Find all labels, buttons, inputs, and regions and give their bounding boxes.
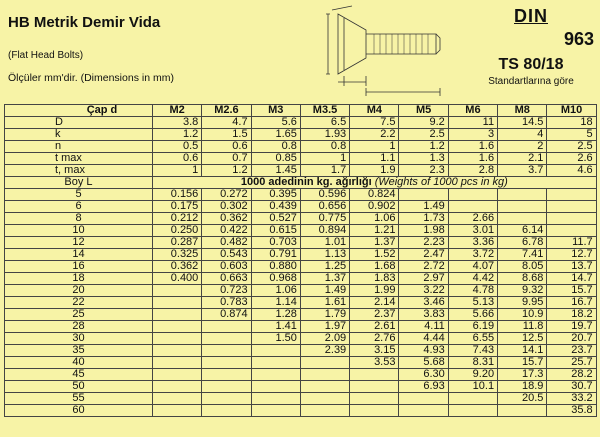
weight-value: 0.156 bbox=[153, 189, 202, 201]
weight-value: 2.97 bbox=[399, 273, 448, 285]
weight-row bbox=[5, 369, 597, 381]
weight-value: 1.73 bbox=[399, 213, 448, 225]
weight-value: 0.880 bbox=[251, 261, 300, 273]
dimension-row bbox=[5, 117, 597, 129]
weights-title-tr: 1000 adedinin kg. ağırlığı bbox=[240, 176, 372, 188]
dimension-value: 1.45 bbox=[251, 165, 300, 177]
weight-value: 8.05 bbox=[498, 261, 547, 273]
weight-value bbox=[448, 393, 497, 405]
weight-value: 4.93 bbox=[399, 345, 448, 357]
dimension-value: 0.7 bbox=[202, 153, 251, 165]
weight-value bbox=[153, 405, 202, 417]
weight-value: 3.15 bbox=[350, 345, 399, 357]
weight-value: 18.2 bbox=[547, 309, 596, 321]
weight-value: 14.7 bbox=[547, 273, 596, 285]
weight-value: 2.61 bbox=[350, 321, 399, 333]
weight-value: 9.32 bbox=[498, 285, 547, 297]
weight-value: 0.968 bbox=[251, 273, 300, 285]
weight-value bbox=[399, 189, 448, 201]
weight-value bbox=[202, 333, 251, 345]
weight-value: 2.76 bbox=[350, 333, 399, 345]
size-column-header: M10 bbox=[547, 105, 596, 117]
weight-value: 1.13 bbox=[300, 249, 349, 261]
weight-row bbox=[5, 345, 597, 357]
din-number: 963 bbox=[563, 29, 594, 49]
length-value: 50 bbox=[5, 381, 153, 393]
weight-value: 0.400 bbox=[153, 273, 202, 285]
dimension-value: 3 bbox=[448, 129, 497, 141]
length-value: 22 bbox=[5, 297, 153, 309]
length-value: 35 bbox=[5, 345, 153, 357]
dimension-value: 4.6 bbox=[547, 165, 596, 177]
weight-value: 1.37 bbox=[350, 237, 399, 249]
dimension-row bbox=[5, 129, 597, 141]
weight-value: 5.66 bbox=[448, 309, 497, 321]
dimension-label: D bbox=[5, 117, 153, 129]
weight-value bbox=[251, 345, 300, 357]
weight-value: 2.72 bbox=[399, 261, 448, 273]
weight-value: 25.7 bbox=[547, 357, 596, 369]
weight-value bbox=[498, 201, 547, 213]
weight-value bbox=[300, 381, 349, 393]
weight-value: 2.66 bbox=[448, 213, 497, 225]
length-value: 16 bbox=[5, 261, 153, 273]
weight-value: 30.7 bbox=[547, 381, 596, 393]
weight-row bbox=[5, 381, 597, 393]
weight-value: 1.06 bbox=[251, 285, 300, 297]
weight-value: 3.36 bbox=[448, 237, 497, 249]
weight-value: 0.603 bbox=[202, 261, 251, 273]
weight-value: 4.11 bbox=[399, 321, 448, 333]
dimension-value: 5.6 bbox=[251, 117, 300, 129]
weight-row bbox=[5, 309, 597, 321]
weight-value: 0.874 bbox=[202, 309, 251, 321]
length-value: 8 bbox=[5, 213, 153, 225]
weight-value: 1.21 bbox=[350, 225, 399, 237]
weight-value bbox=[350, 369, 399, 381]
length-value: 6 bbox=[5, 201, 153, 213]
specs-table bbox=[4, 104, 597, 417]
weight-value bbox=[448, 201, 497, 213]
weight-value bbox=[202, 393, 251, 405]
weight-value bbox=[153, 369, 202, 381]
size-column-header: M8 bbox=[498, 105, 547, 117]
size-column-header: M3.5 bbox=[300, 105, 349, 117]
weight-value bbox=[547, 213, 596, 225]
weight-value: 0.723 bbox=[202, 285, 251, 297]
weight-value: 1.28 bbox=[251, 309, 300, 321]
weight-value: 1.37 bbox=[300, 273, 349, 285]
weight-value: 9.20 bbox=[448, 369, 497, 381]
weight-row bbox=[5, 297, 597, 309]
weight-value: 0.527 bbox=[251, 213, 300, 225]
dimension-value: 2 bbox=[498, 141, 547, 153]
weight-value: 6.55 bbox=[448, 333, 497, 345]
units-note: Ölçüler mm'dir. (Dimensions in mm) bbox=[8, 72, 174, 84]
weight-value: 0.250 bbox=[153, 225, 202, 237]
weight-row bbox=[5, 357, 597, 369]
dimension-value: 1 bbox=[153, 165, 202, 177]
dimension-value: 4 bbox=[498, 129, 547, 141]
weight-value: 8.68 bbox=[498, 273, 547, 285]
weight-value bbox=[498, 405, 547, 417]
dimension-value: 3.7 bbox=[498, 165, 547, 177]
dimension-value: 0.6 bbox=[202, 141, 251, 153]
dimension-label: t max bbox=[5, 153, 153, 165]
dimension-value: 1.2 bbox=[399, 141, 448, 153]
weight-value: 1.06 bbox=[350, 213, 399, 225]
weight-value: 11.7 bbox=[547, 237, 596, 249]
weight-row bbox=[5, 261, 597, 273]
weight-value: 0.894 bbox=[300, 225, 349, 237]
dimension-value: 2.5 bbox=[547, 141, 596, 153]
size-column-header: M3 bbox=[251, 105, 300, 117]
weight-value: 0.615 bbox=[251, 225, 300, 237]
weight-value: 28.2 bbox=[547, 369, 596, 381]
weight-value: 18.9 bbox=[498, 381, 547, 393]
page-subtitle: (Flat Head Bolts) bbox=[8, 50, 84, 61]
length-value: 10 bbox=[5, 225, 153, 237]
weight-value: 1.52 bbox=[350, 249, 399, 261]
weight-value: 3.53 bbox=[350, 357, 399, 369]
dims-header-row bbox=[5, 105, 597, 117]
weight-value: 1.83 bbox=[350, 273, 399, 285]
weight-value bbox=[547, 225, 596, 237]
weight-value bbox=[448, 189, 497, 201]
weight-value: 17.3 bbox=[498, 369, 547, 381]
weight-value: 0.596 bbox=[300, 189, 349, 201]
weight-row bbox=[5, 285, 597, 297]
weight-value: 6.93 bbox=[399, 381, 448, 393]
weights-title-row bbox=[5, 177, 597, 189]
weight-value: 1.49 bbox=[399, 201, 448, 213]
weight-value bbox=[202, 321, 251, 333]
weight-value: 4.42 bbox=[448, 273, 497, 285]
weight-row bbox=[5, 405, 597, 417]
dimension-value: 2.2 bbox=[350, 129, 399, 141]
weight-value bbox=[153, 309, 202, 321]
weight-value bbox=[251, 369, 300, 381]
weight-value: 15.7 bbox=[547, 285, 596, 297]
weight-value: 7.41 bbox=[498, 249, 547, 261]
dimension-row bbox=[5, 141, 597, 153]
weight-value: 1.79 bbox=[300, 309, 349, 321]
weight-value: 0.543 bbox=[202, 249, 251, 261]
weight-value bbox=[153, 333, 202, 345]
dimension-label: n bbox=[5, 141, 153, 153]
dimension-value: 9.2 bbox=[399, 117, 448, 129]
weight-value: 0.302 bbox=[202, 201, 251, 213]
weight-value bbox=[399, 405, 448, 417]
dimension-label: k bbox=[5, 129, 153, 141]
length-value: 20 bbox=[5, 285, 153, 297]
weight-value: 3.46 bbox=[399, 297, 448, 309]
weight-value bbox=[153, 357, 202, 369]
dimension-value: 1.2 bbox=[153, 129, 202, 141]
weight-value: 2.14 bbox=[350, 297, 399, 309]
weight-row bbox=[5, 333, 597, 345]
dims-body bbox=[5, 117, 597, 177]
weight-value: 0.287 bbox=[153, 237, 202, 249]
dimension-value: 1.7 bbox=[300, 165, 349, 177]
weight-value bbox=[300, 357, 349, 369]
boy-label: Boy L bbox=[5, 177, 153, 189]
weight-value bbox=[300, 369, 349, 381]
dimension-value: 7.5 bbox=[350, 117, 399, 129]
weight-value: 1.50 bbox=[251, 333, 300, 345]
length-value: 60 bbox=[5, 405, 153, 417]
weight-value: 0.703 bbox=[251, 237, 300, 249]
weight-value bbox=[153, 393, 202, 405]
length-value: 25 bbox=[5, 309, 153, 321]
weight-value bbox=[153, 321, 202, 333]
dimension-label: t, max bbox=[5, 165, 153, 177]
weight-value: 20.5 bbox=[498, 393, 547, 405]
weight-row bbox=[5, 225, 597, 237]
weight-value: 23.7 bbox=[547, 345, 596, 357]
weights-title-en: (Weights of 1000 pcs in kg) bbox=[374, 176, 508, 188]
weight-value: 1.14 bbox=[251, 297, 300, 309]
weight-value bbox=[300, 405, 349, 417]
weight-value bbox=[202, 405, 251, 417]
weight-row bbox=[5, 189, 597, 201]
weight-value bbox=[448, 405, 497, 417]
dimension-value: 2.1 bbox=[498, 153, 547, 165]
weight-row bbox=[5, 273, 597, 285]
weight-value: 3.83 bbox=[399, 309, 448, 321]
dimension-value: 2.5 bbox=[399, 129, 448, 141]
weight-value bbox=[251, 393, 300, 405]
weight-value: 0.175 bbox=[153, 201, 202, 213]
diameter-header: Çap d bbox=[5, 105, 153, 117]
weight-value: 19.7 bbox=[547, 321, 596, 333]
weight-value: 0.791 bbox=[251, 249, 300, 261]
ts-number: TS 80/18 bbox=[498, 56, 564, 73]
weight-value bbox=[300, 393, 349, 405]
weight-value: 2.23 bbox=[399, 237, 448, 249]
weight-value: 15.7 bbox=[498, 357, 547, 369]
size-column-header: M4 bbox=[350, 105, 399, 117]
dimension-value: 1.6 bbox=[448, 153, 497, 165]
weight-value: 3.22 bbox=[399, 285, 448, 297]
weight-row bbox=[5, 321, 597, 333]
dimension-value: 1 bbox=[350, 141, 399, 153]
dimension-value: 0.5 bbox=[153, 141, 202, 153]
size-column-header: M6 bbox=[448, 105, 497, 117]
dimension-value: 4.7 bbox=[202, 117, 251, 129]
weight-value: 6.19 bbox=[448, 321, 497, 333]
dimension-value: 3.8 bbox=[153, 117, 202, 129]
weight-value: 35.8 bbox=[547, 405, 596, 417]
weight-value bbox=[547, 201, 596, 213]
dimension-value: 1.3 bbox=[399, 153, 448, 165]
weight-value: 2.37 bbox=[350, 309, 399, 321]
dimension-value: 14.5 bbox=[498, 117, 547, 129]
weight-value bbox=[350, 405, 399, 417]
dimension-value: 0.8 bbox=[300, 141, 349, 153]
weight-value: 1.01 bbox=[300, 237, 349, 249]
weight-value: 1.98 bbox=[399, 225, 448, 237]
weight-value bbox=[251, 381, 300, 393]
weight-value: 16.7 bbox=[547, 297, 596, 309]
header bbox=[0, 0, 600, 104]
dimension-value: 6.5 bbox=[300, 117, 349, 129]
weight-value bbox=[251, 405, 300, 417]
weight-value bbox=[153, 285, 202, 297]
dimension-value: 0.85 bbox=[251, 153, 300, 165]
length-value: 30 bbox=[5, 333, 153, 345]
dimension-row bbox=[5, 153, 597, 165]
weight-value bbox=[399, 393, 448, 405]
weight-row bbox=[5, 201, 597, 213]
dimension-value: 1.5 bbox=[202, 129, 251, 141]
weight-value bbox=[202, 369, 251, 381]
weight-value: 9.95 bbox=[498, 297, 547, 309]
dimension-value: 11 bbox=[448, 117, 497, 129]
weight-value: 12.5 bbox=[498, 333, 547, 345]
weight-value bbox=[498, 189, 547, 201]
length-value: 45 bbox=[5, 369, 153, 381]
weight-value bbox=[153, 297, 202, 309]
dimension-row bbox=[5, 165, 597, 177]
weight-value: 10.9 bbox=[498, 309, 547, 321]
dimension-value: 1.6 bbox=[448, 141, 497, 153]
length-value: 12 bbox=[5, 237, 153, 249]
dimension-value: 2.3 bbox=[399, 165, 448, 177]
length-value: 40 bbox=[5, 357, 153, 369]
weight-value: 0.482 bbox=[202, 237, 251, 249]
weight-value: 1.61 bbox=[300, 297, 349, 309]
weight-value: 1.68 bbox=[350, 261, 399, 273]
weight-value: 0.395 bbox=[251, 189, 300, 201]
weight-value: 0.362 bbox=[202, 213, 251, 225]
weight-value: 0.272 bbox=[202, 189, 251, 201]
weight-value bbox=[202, 357, 251, 369]
size-column-header: M2 bbox=[153, 105, 202, 117]
weight-row bbox=[5, 249, 597, 261]
weight-value: 6.78 bbox=[498, 237, 547, 249]
weight-value: 1.49 bbox=[300, 285, 349, 297]
weight-value: 5.13 bbox=[448, 297, 497, 309]
dimension-value: 0.8 bbox=[251, 141, 300, 153]
weight-value: 20.7 bbox=[547, 333, 596, 345]
weight-value bbox=[251, 357, 300, 369]
weight-value: 10.1 bbox=[448, 381, 497, 393]
weights-body bbox=[5, 177, 597, 417]
weight-value bbox=[498, 213, 547, 225]
standard-block bbox=[468, 6, 594, 87]
weight-value: 3.01 bbox=[448, 225, 497, 237]
weight-value bbox=[547, 189, 596, 201]
page-title: HB Metrik Demir Vida bbox=[8, 14, 161, 31]
weight-value bbox=[350, 381, 399, 393]
dimension-value: 1.9 bbox=[350, 165, 399, 177]
dimension-value: 1 bbox=[300, 153, 349, 165]
weight-value: 1.99 bbox=[350, 285, 399, 297]
dimension-value: 0.6 bbox=[153, 153, 202, 165]
weight-value: 1.97 bbox=[300, 321, 349, 333]
weight-value: 1.41 bbox=[251, 321, 300, 333]
weight-value: 0.656 bbox=[300, 201, 349, 213]
length-value: 5 bbox=[5, 189, 153, 201]
weight-row bbox=[5, 237, 597, 249]
weight-value: 0.325 bbox=[153, 249, 202, 261]
weight-value: 2.47 bbox=[399, 249, 448, 261]
weight-value: 0.775 bbox=[300, 213, 349, 225]
weight-row bbox=[5, 393, 597, 405]
length-value: 18 bbox=[5, 273, 153, 285]
weight-value: 0.439 bbox=[251, 201, 300, 213]
dimension-value: 5 bbox=[547, 129, 596, 141]
weight-row bbox=[5, 213, 597, 225]
dimension-value: 1.2 bbox=[202, 165, 251, 177]
dimension-value: 1.93 bbox=[300, 129, 349, 141]
dimension-value: 18 bbox=[547, 117, 596, 129]
weight-value: 1.25 bbox=[300, 261, 349, 273]
weight-value: 0.362 bbox=[153, 261, 202, 273]
weight-value: 4.07 bbox=[448, 261, 497, 273]
weight-value: 6.30 bbox=[399, 369, 448, 381]
weight-value: 6.14 bbox=[498, 225, 547, 237]
dimension-value: 1.1 bbox=[350, 153, 399, 165]
bolt-drawing bbox=[318, 4, 450, 100]
length-value: 55 bbox=[5, 393, 153, 405]
weight-value: 14.1 bbox=[498, 345, 547, 357]
weight-value: 4.78 bbox=[448, 285, 497, 297]
weight-value: 0.902 bbox=[350, 201, 399, 213]
weight-value: 0.422 bbox=[202, 225, 251, 237]
weight-value bbox=[153, 345, 202, 357]
weights-title bbox=[153, 177, 597, 189]
din-label: DIN bbox=[514, 6, 548, 26]
dimension-value: 1.65 bbox=[251, 129, 300, 141]
weight-value bbox=[202, 345, 251, 357]
dimension-value: 2.8 bbox=[448, 165, 497, 177]
weight-value: 33.2 bbox=[547, 393, 596, 405]
weight-value: 4.44 bbox=[399, 333, 448, 345]
weight-value: 5.68 bbox=[399, 357, 448, 369]
weight-value: 11.8 bbox=[498, 321, 547, 333]
weight-value: 7.43 bbox=[448, 345, 497, 357]
weight-value: 0.783 bbox=[202, 297, 251, 309]
weight-value bbox=[153, 381, 202, 393]
weight-value: 13.7 bbox=[547, 261, 596, 273]
length-value: 28 bbox=[5, 321, 153, 333]
weight-value: 2.09 bbox=[300, 333, 349, 345]
weight-value bbox=[350, 393, 399, 405]
standard-note: Standartlarına göre bbox=[488, 76, 574, 87]
weight-value bbox=[202, 381, 251, 393]
weight-value: 0.824 bbox=[350, 189, 399, 201]
weight-value: 0.212 bbox=[153, 213, 202, 225]
weight-value: 0.663 bbox=[202, 273, 251, 285]
weight-value: 8.31 bbox=[448, 357, 497, 369]
length-value: 14 bbox=[5, 249, 153, 261]
weight-value: 2.39 bbox=[300, 345, 349, 357]
weight-value: 12.7 bbox=[547, 249, 596, 261]
size-column-header: M5 bbox=[399, 105, 448, 117]
size-column-header: M2.6 bbox=[202, 105, 251, 117]
weight-value: 3.72 bbox=[448, 249, 497, 261]
dimension-value: 2.6 bbox=[547, 153, 596, 165]
